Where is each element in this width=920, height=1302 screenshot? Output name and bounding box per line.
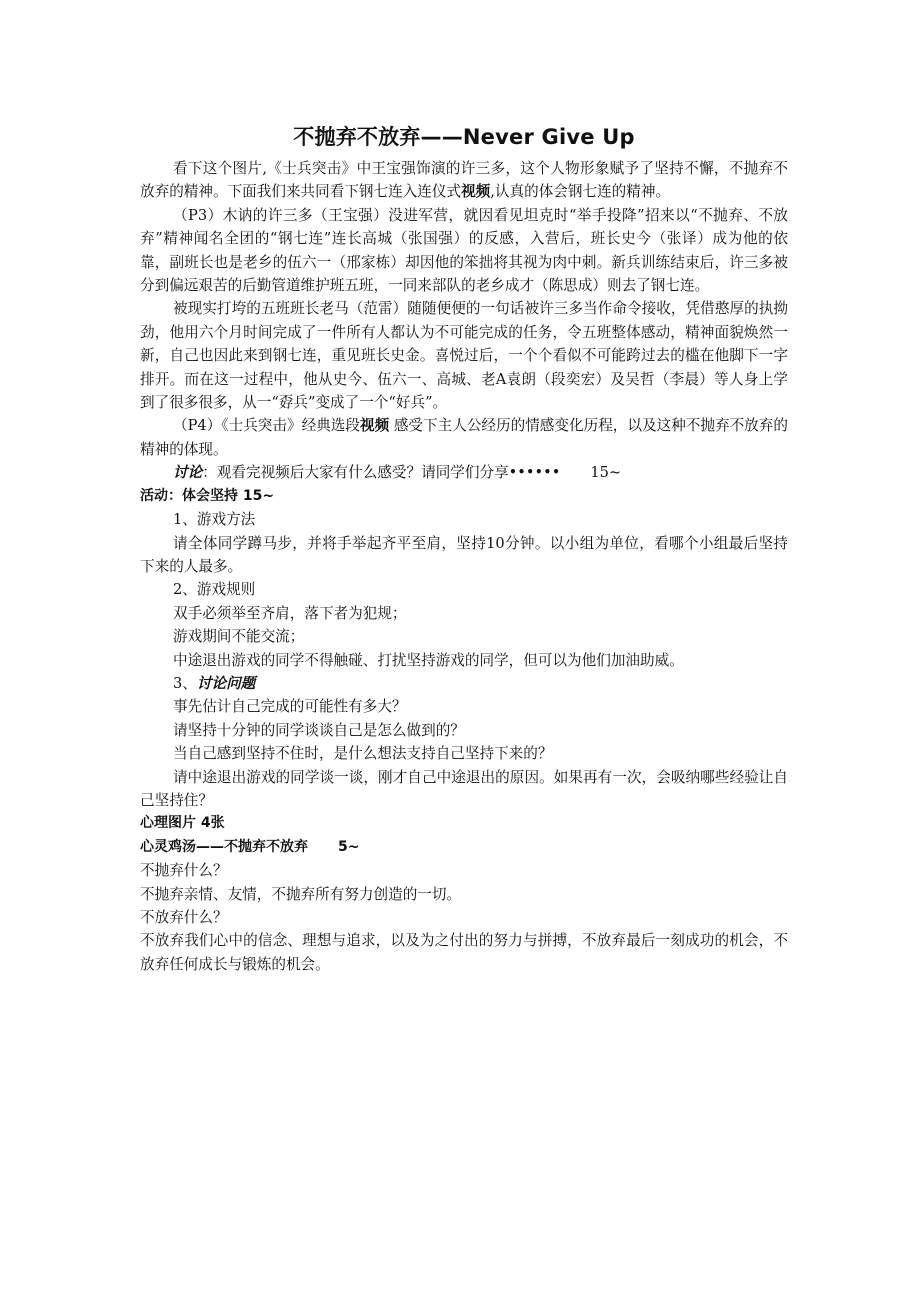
soup-answer-1: 不抛弃亲情、友情，不抛弃所有努力创造的一切。 — [140, 885, 462, 903]
rule-item: 游戏期间不能交流； — [173, 628, 305, 646]
method-title: 1、游戏方法 — [173, 511, 256, 529]
rule-item: 双手必须举至齐肩，落下者为犯规； — [173, 604, 407, 622]
page-title: 不抛弃不放弃——Never Give Up — [293, 125, 635, 149]
video-keyword: 视频 — [461, 183, 491, 201]
question-item: 事先估计自己完成的可能性有多大？ — [173, 698, 407, 716]
soup-answer-2: 不放弃我们心中的信念、理想与追求，以及为之付出的努力与拼搏，不放弃最后一刻成功的机会，不放弃任何成长与锻炼的机会。 — [140, 932, 788, 973]
pictures-note: 心理图片 4张 — [140, 815, 225, 832]
activity-heading: 活动：体会坚持 15~ — [140, 487, 275, 504]
soup-heading: 心灵鸡汤——不抛弃不放弃 5~ — [140, 838, 360, 855]
p3-continued-paragraph: 被现实打垮的五班班长老马（范雷）随随便便的一句话被许三多当作命令接收，凭借憨厚的执拗劲，他用六个月时间完成了一件所有人都认为不可能完成的任务，令五班整体感动，精神面貌焕然一新，自己也因此来到钢七连，重见班长史金。喜悦过后，一个个看似不可能跨过去的槛在他脚下一字排开。而在这一过程中，他从史今、伍六一、高城、老A袁朗（段奕宏）及吴哲（李晨）等人身上学到了很多很多，从一“孬兵”变成了一个“好兵”。 — [140, 300, 788, 412]
p3-paragraph: （P3）木讷的许三多（王宝强）没进军营，就因看见坦克时“举手投降”招来以“不抛弃、不放弃”精神闻名全团的“钢七连”连长高城（张国强）的反感，入营后，班长史今（张译）成为他的依靠，副班长也是老乡的伍六一（邢家栋）却因他的笨拙将其视为肉中刺。新兵训练结束后，许三多被分到偏远艰苦的后勤管道维护班五班，一同来部队的老乡成才（陈思成）则去了钢七连。 — [140, 206, 788, 295]
document-body — [140, 121, 788, 976]
intro-paragraph: 看下这个图片,《士兵突击》中王宝强饰演的许三多，这个人物形象赋予了坚持不懈，不抛弃不放弃的精神。下面我们来共同看下钢七连入连仪式视频,认真的体会钢七连的精神。 — [140, 160, 788, 201]
questions-title: 3、讨论问题 — [173, 674, 256, 692]
video-keyword: 视频 — [359, 417, 390, 435]
rule-item: 中途退出游戏的同学不得触碰、打扰坚持游戏的同学，但可以为他们加油助威。 — [173, 651, 684, 669]
soup-question-1: 不抛弃什么？ — [140, 862, 228, 880]
soup-time: 5~ — [338, 838, 360, 855]
discussion-label: 讨论 — [173, 464, 203, 482]
question-item: 请中途退出游戏的同学谈一谈，刚才自己中途退出的原因。如果再有一次，会吸纳哪些经验让自己坚持住？ — [140, 768, 788, 809]
question-item: 当自己感到坚持不住时，是什么想法支持自己坚持下来的？ — [173, 745, 553, 763]
rules-title: 2、游戏规则 — [173, 581, 256, 599]
p4-paragraph: （P4）《士兵突击》经典选段视频 感受下主人公经历的情感变化历程，以及这种不抛弃不放弃的精神的体现。 — [140, 417, 788, 458]
question-item: 请坚持十分钟的同学谈谈自己是怎么做到的？ — [173, 721, 465, 739]
discussion-time: 15~ — [590, 464, 622, 482]
discussion-prompt: 讨论：观看完视频后大家有什么感受？请同学们分享•••••• 15~ — [173, 464, 622, 482]
soup-question-2: 不放弃什么？ — [140, 909, 228, 926]
method-text: 请全体同学蹲马步，并将手举起齐平至肩，坚持10分钟。以小组为单位，看哪个小组最后坚持下来的人最多。 — [140, 534, 788, 575]
